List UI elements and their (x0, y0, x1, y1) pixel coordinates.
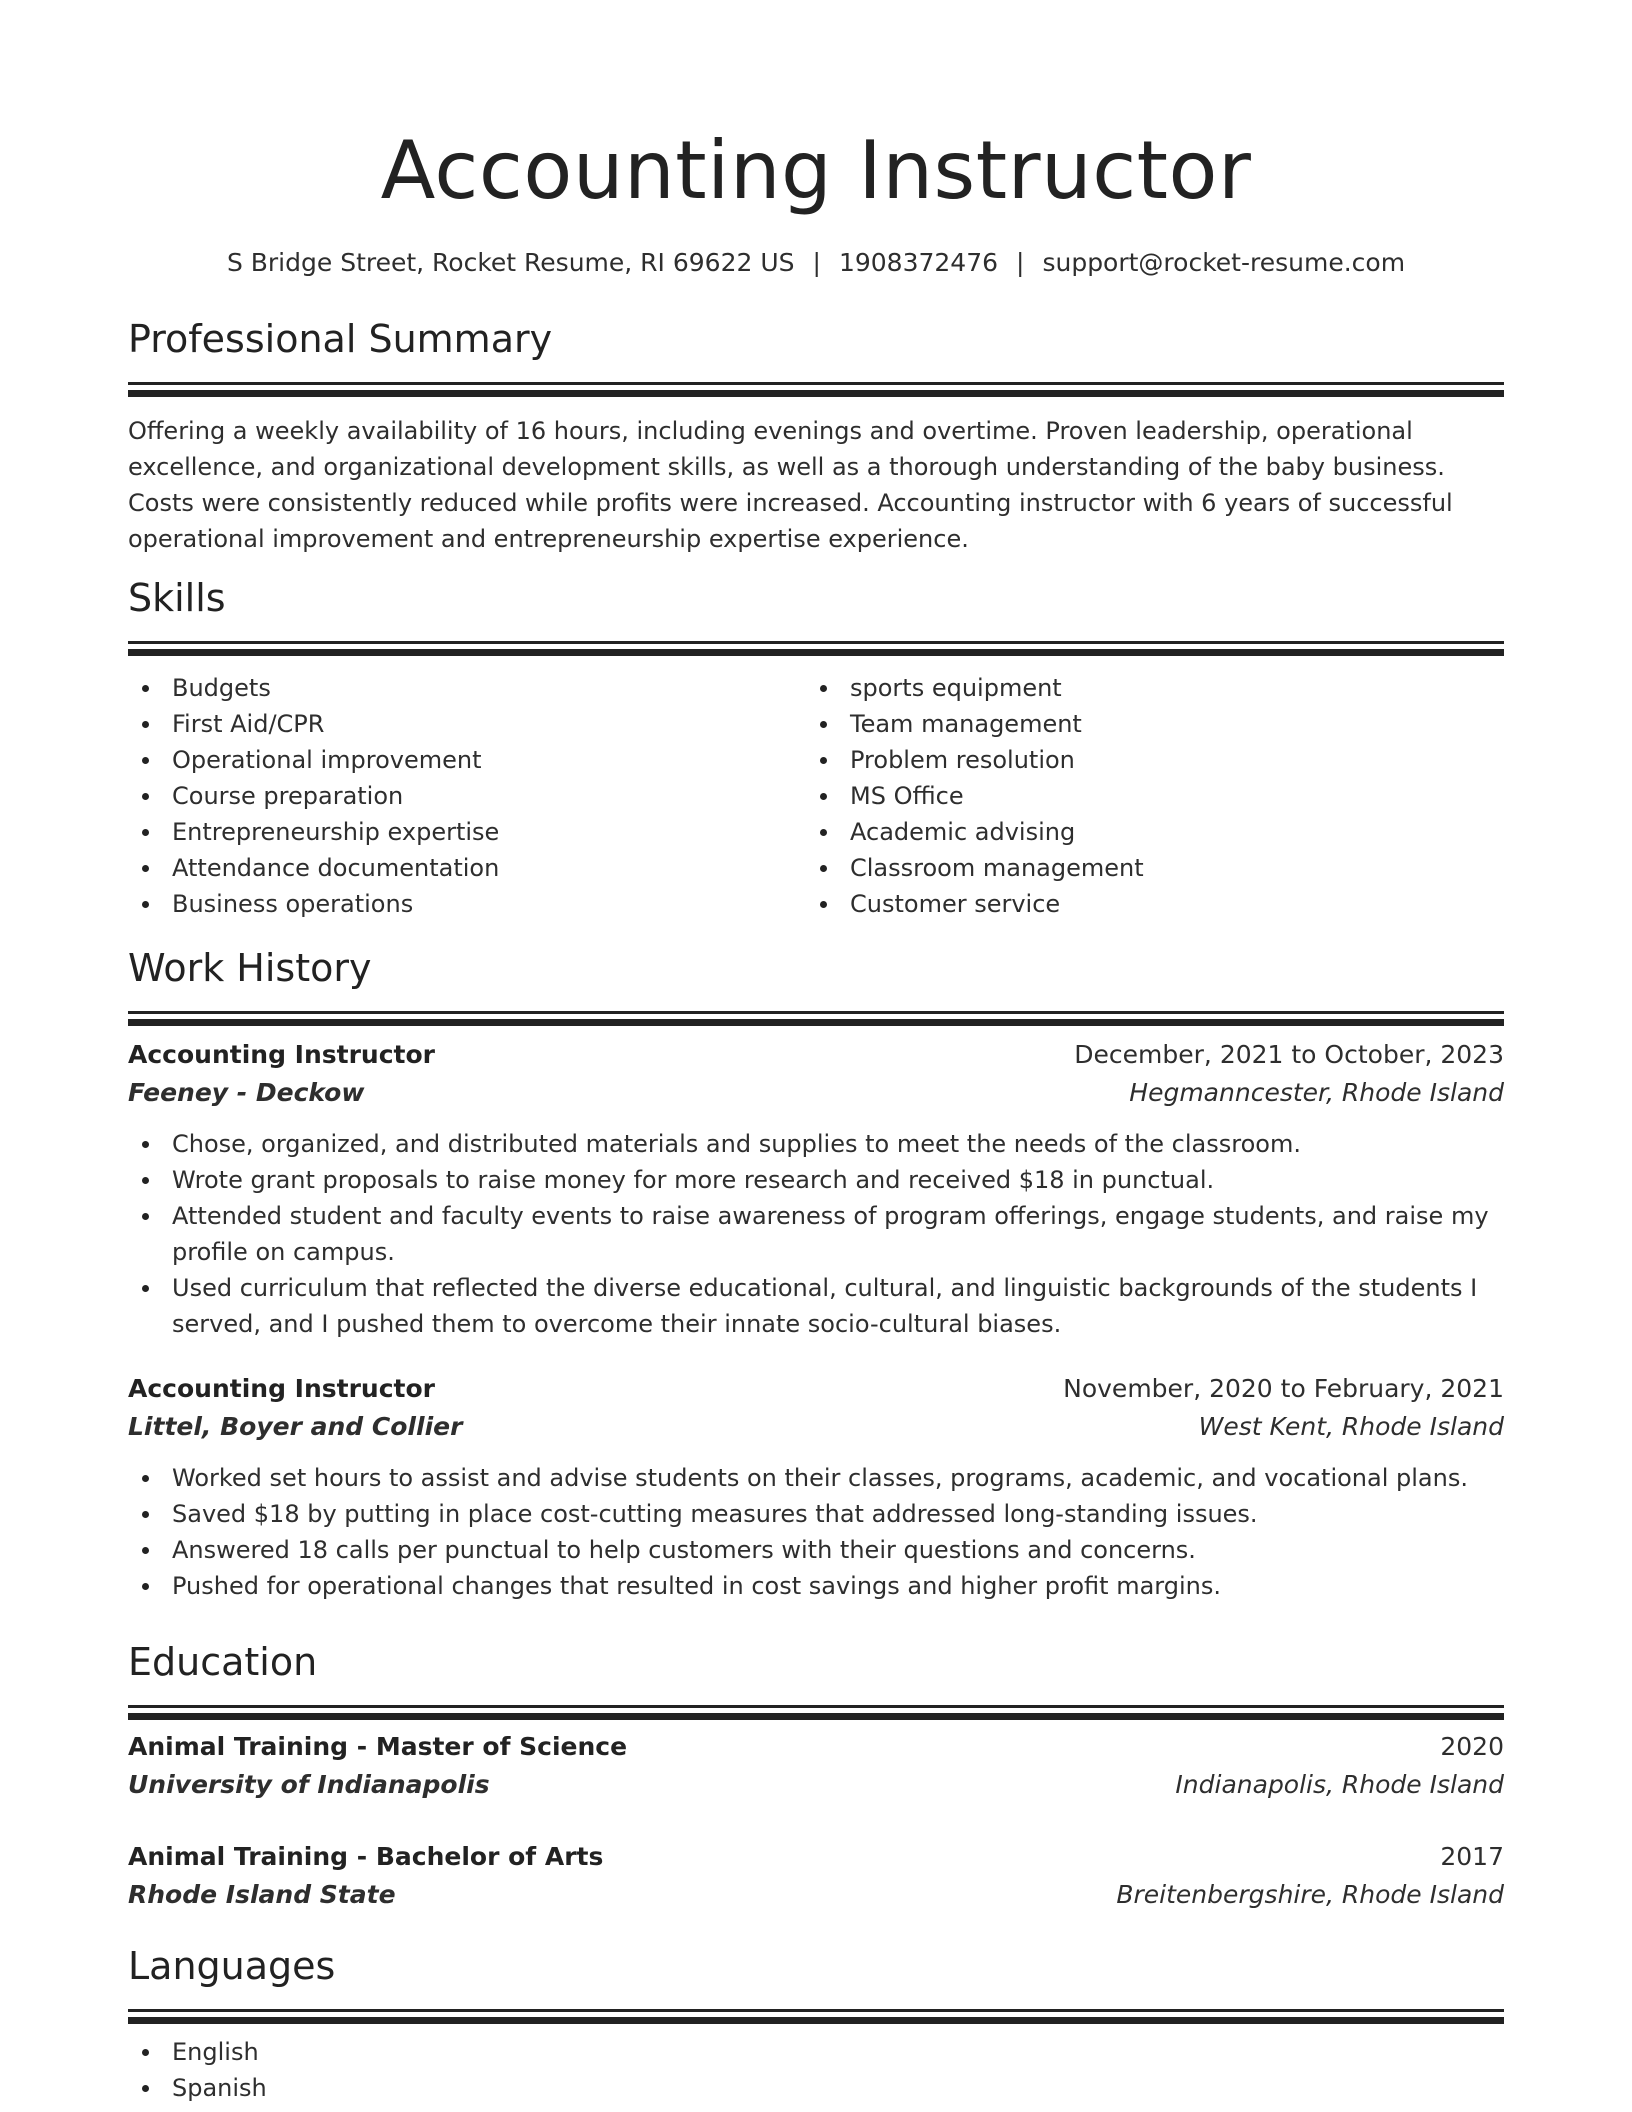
contact-separator: | (812, 248, 821, 277)
summary-section (128, 314, 1504, 557)
job-duties (128, 1460, 1504, 1604)
job-duty: Worked set hours to assist and advise students on their classes, programs, academic, and vocational plans. (128, 1460, 1504, 1496)
skills-section (128, 573, 1504, 922)
education-entry (128, 1838, 1504, 1914)
skill-item: Problem resolution (806, 742, 1484, 778)
contact-separator: | (1016, 248, 1025, 277)
work-history-heading: Work History (128, 946, 372, 990)
skill-item: Course preparation (128, 778, 806, 814)
skill-item: Operational improvement (128, 742, 806, 778)
skill-item: Team management (806, 706, 1484, 742)
job-entry (128, 1036, 1504, 1342)
skill-item: Budgets (128, 670, 806, 706)
job-location: Hegmanncester, Rhode Island (1129, 1078, 1504, 1107)
school-name: University of Indianapolis (128, 1770, 490, 1799)
skill-item: First Aid/CPR (128, 706, 806, 742)
job-duty: Wrote grant proposals to raise money for more research and received $18 in punctual. (128, 1162, 1504, 1198)
job-duty: Attended student and faculty events to raise awareness of program offerings, engage students, and raise my profile on campus. (128, 1198, 1504, 1270)
skill-item: Entrepreneurship expertise (128, 814, 806, 850)
degree: Animal Training - Master of Science (128, 1732, 628, 1761)
summary-text: Offering a weekly availability of 16 hours, including evenings and overtime. Proven leadership, operational excellence, and organizational development skills, as well as a thorough understanding of the baby business. Costs were consistently reduced while profits were increased. Accounting instructor with 6 years of successful operational improvement and entrepreneurship expertise experience. (128, 417, 1453, 553)
skill-item: Business operations (128, 886, 806, 922)
section-divider (128, 2009, 1504, 2012)
languages-heading: Languages (128, 1944, 336, 1988)
job-title: Accounting Instructor (128, 1040, 436, 1069)
contact-address: S Bridge Street, Rocket Resume, RI 69622 US (226, 248, 795, 277)
skill-item: Customer service (806, 886, 1484, 922)
contact-line (128, 246, 1504, 280)
job-duty: Used curriculum that reflected the diverse educational, cultural, and linguistic backgrounds of the students I served, and I pushed them to overcome their innate socio-cultural biases. (128, 1270, 1504, 1342)
job-company: Littel, Boyer and Collier (128, 1412, 463, 1441)
resume-name: Accounting Instructor (380, 124, 1252, 217)
skills-column-left (128, 670, 806, 922)
summary-heading: Professional Summary (128, 317, 553, 361)
skill-item: MS Office (806, 778, 1484, 814)
job-dates: December, 2021 to October, 2023 (1074, 1040, 1504, 1069)
education-heading: Education (128, 1640, 318, 1684)
skill-item: Attendance documentation (128, 850, 806, 886)
job-entry (128, 1370, 1504, 1604)
job-duty: Answered 18 calls per punctual to help customers with their questions and concerns. (128, 1532, 1504, 1568)
skill-item: Academic advising (806, 814, 1484, 850)
school-name: Rhode Island State (128, 1880, 396, 1909)
language-item: English (128, 2034, 1504, 2070)
skill-item: Classroom management (806, 850, 1484, 886)
job-company: Feeney - Deckow (128, 1078, 365, 1107)
skill-item: sports equipment (806, 670, 1484, 706)
languages-section (128, 1941, 1504, 2106)
job-location: West Kent, Rhode Island (1198, 1412, 1504, 1441)
language-item: Spanish (128, 2070, 1504, 2106)
skills-grid (128, 670, 1504, 922)
graduation-year: 2020 (1440, 1732, 1504, 1761)
skills-column-right (806, 670, 1484, 922)
school-location: Indianapolis, Rhode Island (1175, 1770, 1504, 1799)
job-duties (128, 1126, 1504, 1342)
job-duty: Pushed for operational changes that resulted in cost savings and higher profit margins. (128, 1568, 1504, 1604)
languages-list (128, 2034, 1504, 2106)
work-history-section (128, 943, 1504, 1604)
contact-phone: 1908372476 (838, 248, 999, 277)
education-entry (128, 1728, 1504, 1804)
section-divider (128, 382, 1504, 385)
school-location: Breitenbergshire, Rhode Island (1116, 1880, 1504, 1909)
job-duty: Saved $18 by putting in place cost-cutting measures that addressed long-standing issues. (128, 1496, 1504, 1532)
section-divider (128, 1011, 1504, 1014)
degree: Animal Training - Bachelor of Arts (128, 1842, 604, 1871)
skills-heading: Skills (128, 576, 226, 620)
job-dates: November, 2020 to February, 2021 (1063, 1374, 1504, 1403)
resume-page (128, 0, 1504, 2102)
section-divider (128, 1705, 1504, 1708)
education-section (128, 1637, 1504, 1914)
section-divider (128, 641, 1504, 644)
job-title: Accounting Instructor (128, 1374, 436, 1403)
contact-email: support@rocket-resume.com (1042, 248, 1406, 277)
job-duty: Chose, organized, and distributed materials and supplies to meet the needs of the classroom. (128, 1126, 1504, 1162)
graduation-year: 2017 (1440, 1842, 1504, 1871)
